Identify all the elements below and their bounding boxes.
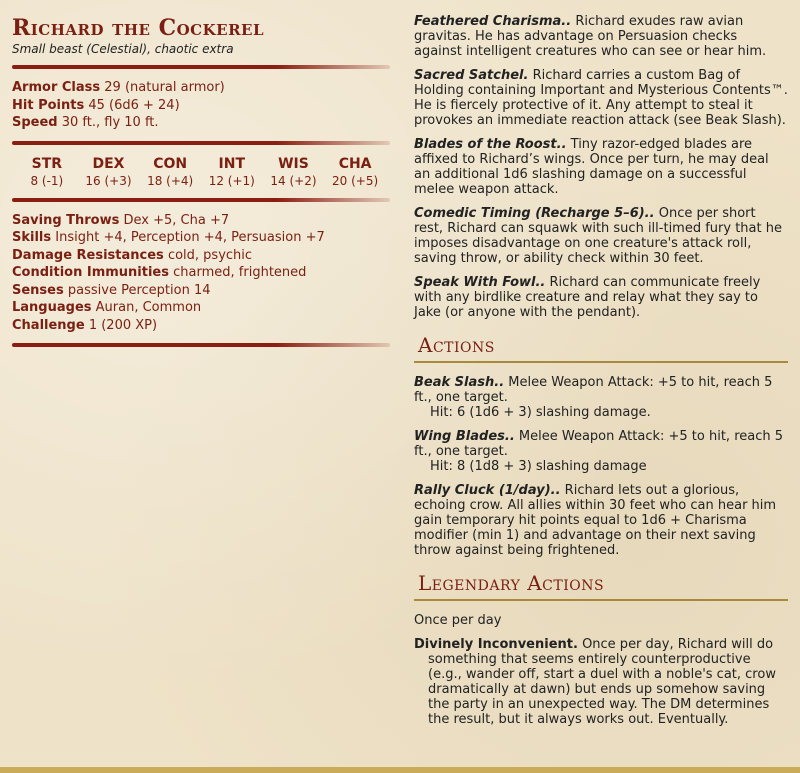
- section-divider: [414, 361, 788, 363]
- languages: [12, 299, 390, 317]
- action-hit: Hit: 8 (1d8 + 3) slashing damage: [430, 459, 647, 474]
- action-beak-slash: [414, 375, 788, 420]
- trait-feathered-charisma: [414, 14, 788, 59]
- legendary-divinely-inconvenient: [414, 637, 788, 727]
- ability-scores: [12, 155, 390, 189]
- ability-name: WIS: [278, 155, 309, 172]
- damage-resistances-value: cold, psychic: [167, 247, 253, 263]
- divider: [12, 65, 390, 69]
- action-wing-blades: [414, 429, 788, 474]
- trait-text: Richard carries a custom Bag of Holding containing Important and Mysterious Contents™. He is fiercely protective of it. Any attempt to steal it provokes an immediate reaction attack (see Beak Slash).: [414, 68, 788, 128]
- divider: [12, 198, 390, 202]
- armor-class-label: Armor Class: [12, 80, 101, 95]
- speed: [12, 114, 390, 132]
- saving-throws-value: Dex +5, Cha +7: [123, 212, 230, 228]
- trait-text: Once per short rest, Richard can squawk with such ill-timed fury that he imposes disadvantage on one creature's attack roll, saving throw, or ability check within 30 feet.: [414, 206, 782, 266]
- ability-name: INT: [218, 155, 246, 172]
- monster-meta: Small beast (Celestial), chaotic extra: [12, 42, 234, 56]
- bottom-border: [0, 767, 800, 773]
- action-hit: Hit: 6 (1d6 + 3) slashing damage.: [430, 405, 651, 420]
- challenge-label: Challenge: [12, 317, 85, 333]
- armor-class-value: 29 (natural armor): [104, 80, 225, 95]
- trait-name: Blades of the Roost..: [414, 137, 567, 152]
- divider: [12, 141, 390, 145]
- actions-heading: Actions: [418, 333, 495, 357]
- trait-text: Richard can communicate freely with any birdlike creature and relay what they say to Jake (or anyone with the pendant).: [414, 275, 761, 320]
- ability-cha: [325, 155, 385, 189]
- divider: [12, 343, 390, 347]
- senses-value: passive Perception 14: [67, 282, 211, 298]
- skills: [12, 229, 390, 247]
- trait-name: Speak With Fowl..: [414, 275, 546, 290]
- ability-value: 12 (+1): [208, 173, 255, 188]
- ability-value: 20 (+5): [332, 173, 379, 188]
- action-text: Richard lets out a glorious, echoing crow. All allies within 30 feet who can hear him gain temporary hit points equal to 1d6 + Charisma modifier (min 1) and advantage on their next saving throw against being frightened.: [414, 483, 777, 558]
- languages-label: Languages: [12, 300, 92, 315]
- trait-speak-with-fowl: [414, 275, 788, 320]
- ability-value: 8 (-1): [30, 173, 64, 188]
- saving-throws: [12, 212, 390, 230]
- right-column: [414, 14, 788, 736]
- monster-name: Richard the Cockerel: [12, 15, 265, 41]
- damage-resistances: [12, 247, 390, 265]
- ability-name: CON: [153, 155, 188, 172]
- damage-resistances-label: Damage Resistances: [12, 247, 164, 263]
- ability-name: CHA: [338, 155, 372, 172]
- skills-label: Skills: [12, 230, 52, 245]
- trait-name: Comedic Timing (Recharge 5–6)..: [414, 206, 655, 221]
- legendary-actions-heading: Legendary Actions: [418, 571, 605, 595]
- legendary-name: Divinely Inconvenient.: [414, 637, 578, 652]
- action-text: Melee Weapon Attack: +5 to hit, reach 5 ft., one target.: [414, 375, 773, 405]
- saving-throws-label: Saving Throws: [12, 212, 120, 228]
- legendary-text: something that seems entirely counterproductive (e.g., wander off, start a duel with a noble's cat, crow dramatically at dawn) but ends up somehow saving the party in an unexpected way. The DM determines the result, but it always works out. Eventually.: [428, 652, 776, 727]
- ability-value: 18 (+4): [147, 173, 194, 188]
- left-column: [12, 14, 390, 357]
- ability-str: [17, 155, 77, 189]
- legendary-first-line: Once per day, Richard will do: [582, 637, 774, 652]
- ability-name: DEX: [92, 155, 125, 172]
- hit-points-value: 45 (6d6 + 24): [88, 97, 180, 113]
- languages-value: Auran, Common: [95, 300, 202, 315]
- trait-text: Tiny razor-edged blades are affixed to Richard’s wings. Once per turn, he may deal an additional 1d6 slashing damage on a successful melee weapon attack.: [414, 137, 769, 197]
- hit-points-label: Hit Points: [12, 97, 85, 113]
- challenge-value: 1 (200 XP): [88, 317, 158, 333]
- ability-name: STR: [31, 155, 63, 172]
- trait-comedic-timing: [414, 206, 788, 266]
- armor-class: [12, 79, 390, 97]
- condition-immunities: [12, 264, 390, 282]
- trait-blades-of-the-roost: [414, 137, 788, 197]
- skills-value: Insight +4, Perception +4, Persuasion +7: [55, 230, 325, 245]
- trait-name: Sacred Satchel.: [414, 68, 529, 83]
- ability-value: 14 (+2): [270, 173, 317, 188]
- trait-name: Feathered Charisma..: [414, 14, 572, 29]
- action-name: Rally Cluck (1/day)..: [414, 483, 561, 498]
- action-rally-cluck: [414, 483, 788, 558]
- senses: [12, 282, 390, 300]
- action-text: Melee Weapon Attack: +5 to hit, reach 5 ft., one target.: [414, 429, 784, 459]
- section-divider: [414, 599, 788, 601]
- condition-immunities-value: charmed, frightened: [173, 265, 307, 280]
- ability-con: [140, 155, 200, 189]
- speed-label: Speed: [12, 115, 58, 130]
- ability-int: [202, 155, 262, 189]
- action-name: Beak Slash..: [414, 375, 505, 390]
- ability-value: 16 (+3): [85, 173, 132, 188]
- trait-sacred-satchel: [414, 68, 788, 128]
- ability-wis: [263, 155, 323, 189]
- speed-value: 30 ft., fly 10 ft.: [61, 115, 159, 130]
- legendary-intro: Once per day: [414, 613, 502, 628]
- action-name: Wing Blades..: [414, 429, 515, 444]
- challenge: [12, 317, 390, 335]
- hit-points: [12, 97, 390, 115]
- trait-text: Richard exudes raw avian gravitas. He has advantage on Persuasion checks against intelligent creatures who can see or hear him.: [414, 14, 767, 59]
- ability-dex: [78, 155, 138, 189]
- condition-immunities-label: Condition Immunities: [12, 265, 169, 280]
- senses-label: Senses: [12, 282, 64, 298]
